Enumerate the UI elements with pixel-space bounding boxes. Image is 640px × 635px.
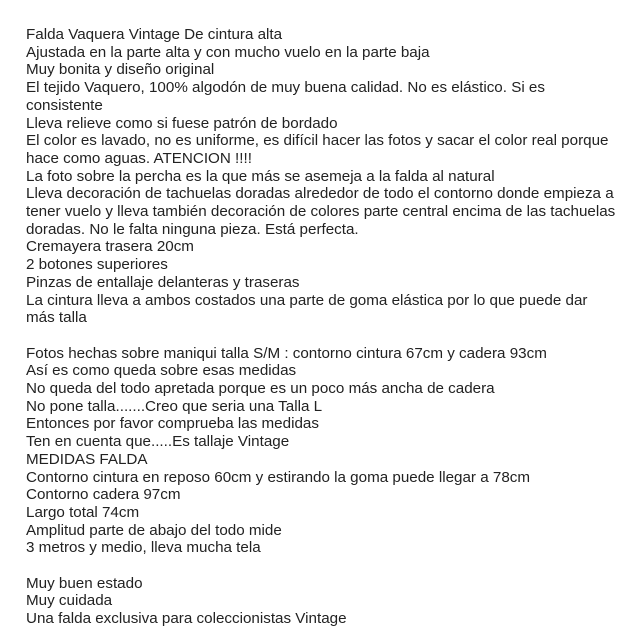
text-line: El color es lavado, no es uniforme, es difícil hacer las fotos y sacar el color real porque [26, 132, 609, 150]
text-line: 3 metros y medio, lleva mucha tela [26, 539, 261, 557]
text-line: El tejido Vaquero, 100% algodón de muy buena calidad. No es elástico. Si es [26, 79, 545, 97]
text-line: La foto sobre la percha es la que más se asemeja a la falda al natural [26, 167, 495, 185]
text-line: Lleva relieve como si fuese patrón de bordado [26, 114, 338, 132]
blank-line [26, 327, 630, 345]
text-line: Lleva decoración de tachuelas doradas alrededor de todo el contorno donde empieza a [26, 185, 614, 203]
text-line: Una falda exclusiva para coleccionistas Vintage [26, 610, 347, 628]
text-line: 2 botones superiores [26, 256, 168, 274]
text-line: Largo total 74cm [26, 503, 140, 521]
text-line: Contorno cadera 97cm [26, 486, 181, 504]
text-line: Contorno cintura en reposo 60cm y estirando la goma puede llegar a 78cm [26, 468, 531, 486]
text-line: Entonces por favor comprueba las medidas [26, 415, 319, 433]
text-line: Ten en cuenta que.....Es tallaje Vintage [26, 433, 290, 451]
text-line: No pone talla.......Creo que seria una Talla L [26, 397, 323, 415]
text-line: Muy buen estado [26, 574, 143, 592]
text-line: tener vuelo y lleva también decoración de colores parte central encima de las tachuelas [26, 203, 616, 221]
text-line: No queda del todo apretada porque es un poco más ancha de cadera [26, 380, 495, 398]
text-line: Así es como queda sobre esas medidas [26, 362, 297, 380]
text-line: más talla [26, 309, 87, 327]
text-line: Cremayera trasera 20cm [26, 238, 194, 256]
text-line: La cintura lleva a ambos costados una parte de goma elástica por lo que puede dar [26, 291, 588, 309]
text-line: Ajustada en la parte alta y con mucho vuelo en la parte baja [26, 43, 430, 61]
text-line: MEDIDAS FALDA [26, 450, 148, 468]
text-line: Muy cuidada [26, 592, 113, 610]
text-line: hace como aguas. ATENCION !!!! [26, 149, 252, 167]
text-line: Falda Vaquera Vintage De cintura alta [26, 26, 283, 43]
text-line: consistente [26, 96, 103, 114]
blank-line [26, 557, 630, 575]
text-line: Pinzas de entallaje delanteras y traseras [26, 273, 300, 291]
text-line: Amplitud parte de abajo del todo mide [26, 521, 282, 539]
text-line: Muy bonita y diseño original [26, 61, 215, 79]
text-line: Fotos hechas sobre maniqui talla S/M : contorno cintura 67cm y cadera 93cm [26, 344, 547, 362]
text-line: doradas. No le falta ninguna pieza. Está perfecta. [26, 220, 359, 238]
